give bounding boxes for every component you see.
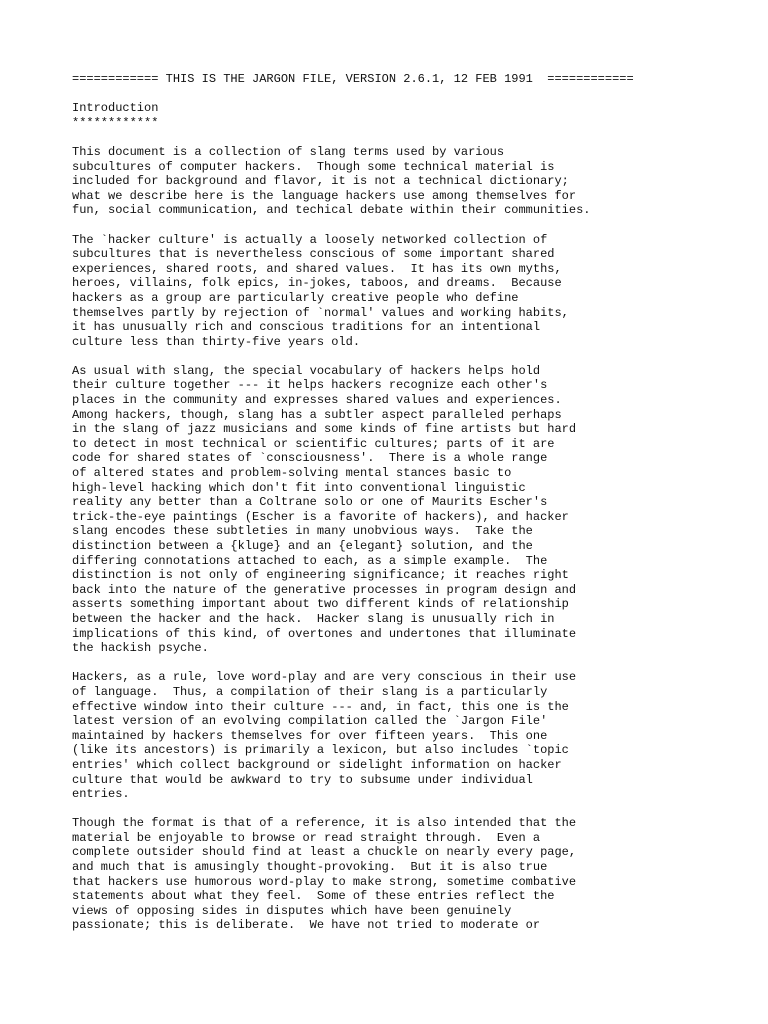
spacer	[72, 656, 752, 671]
paragraph: As usual with slang, the special vocabulary of hackers helps hold their culture together --- it helps hackers recognize each other's places in the community and expresses shared values and experiences. Among hackers, though, slang has a subtler aspect paralleled perhaps in the slang of jazz musicians and some kinds of fine artists but hard to detect in most technical or scientific cultures; parts of it are code for shared states of `consciousness'. There is a whole range of altered states and problem-solving mental stances basic to high-level hacking which don't fit into conventional linguistic reality any better than a Coltrane solo or one of Maurits Escher's trick-the-eye paintings (Escher is a favorite of hackers), and hacker slang encodes these subtleties in many unobvious ways. Take the distinction between a {kluge} and an {elegant} solution, and the differing connotations attached to each, as a simple example. The distinction is not only of engineering significance; it reaches right back into the nature of the generative processes in program design and asserts something important about two different kinds of relationship between the hacker and the hack. Hacker slang is unusually rich in implications of this kind, of overtones and undertones that illuminate the hackish psyche.	[72, 363, 577, 656]
paragraph: This document is a collection of slang terms used by various subcultures of computer hackers. Though some technical material is included for background and flavor, it is not a technical dictionary; what we describe here is the language hackers use among themselves for fun, social communication, and techical debate within their communities.	[72, 144, 591, 218]
header-banner: ============ THIS IS THE JARGON FILE, VERSION 2.6.1, 12 FEB 1991 ============	[72, 72, 634, 86]
spacer	[72, 349, 752, 364]
section-title-underline: ************	[72, 115, 159, 130]
spacer	[72, 87, 752, 102]
section-title: Introduction	[72, 101, 159, 116]
spacer	[72, 802, 752, 817]
paragraph: Hackers, as a rule, love word-play and are very conscious in their use of language. Thus, a compilation of their slang is a particularly effective window into their culture --- and, in fact, this one is the latest version of an evolving compilation called the `Jargon File' maintained by hackers themselves for over fifteen years. This one (like its ancestors) is primarily a lexicon, but also includes `topic entries' which collect background or sidelight information on hacker culture that would be awkward to try to subsume under individual entries.	[72, 670, 577, 802]
spacer	[72, 218, 752, 233]
paragraph: The `hacker culture' is actually a loosely networked collection of subcultures that is nevertheless conscious of some important shared experiences, shared roots, and shared values. It has its own myths, heroes, villains, folk epics, in-jokes, taboos, and dreams. Because hackers as a group are particularly creative people who define themselves partly by rejection of `normal' values and working habits, it has unusually rich and conscious traditions for an intentional culture less than thirty-five years old.	[72, 232, 569, 349]
paragraph: Though the format is that of a reference, it is also intended that the material be enjoyable to browse or read straight through. Even a complete outsider should find at least a chuckle on nearly every page, and much that is amusingly thought-provoking. But it is also true that hackers use humorous word-play to make strong, sometime combative statements about what they feel. Some of these entries reflect the views of opposing sides in disputes which have been genuinely passionate; this is deliberate. We have not tried to moderate or	[72, 816, 577, 933]
spacer	[72, 130, 752, 145]
document-page	[72, 72, 752, 933]
